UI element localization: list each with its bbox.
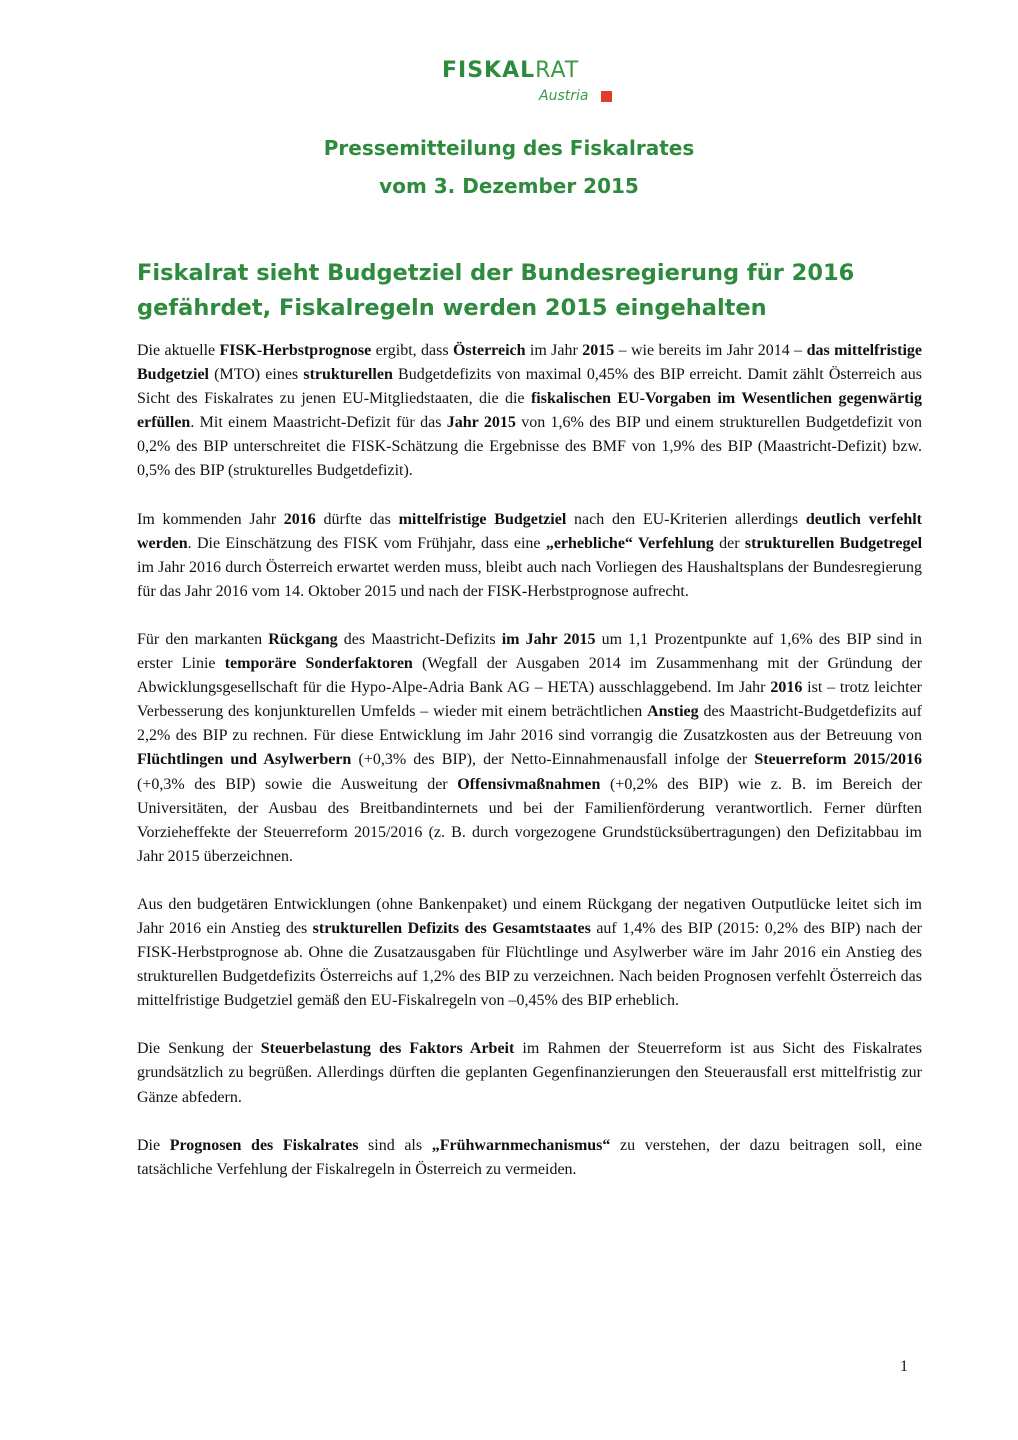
- body-text-run: Die: [137, 1136, 170, 1154]
- body-text-run: des Maastricht-Defizits: [337, 630, 502, 648]
- emphasis-text: Prognosen des Fiskalrates: [169, 1136, 359, 1154]
- body-text-run: (+0,3% des BIP), der Netto-Einnahmenausfall infolge der: [351, 751, 755, 769]
- emphasis-text: mittelfristige Budgetziel: [398, 510, 567, 528]
- paragraph: [137, 628, 922, 869]
- body-text-run: (+0,2% des BIP) wie z. B. im Bereich der Universitäten, der Ausbau des Breitbandinternets und bei der Familienförderung verantwortlich. Ferner dürften Vorzieheffekte der Steuerreform 2015/2016 (z. B. durch vorgezogene Grundstücksübertragungen) den Defizitabbau im Jahr 2015 überzeichnen.: [137, 775, 922, 865]
- emphasis-text: strukturellen Defizits des Gesamtstaates: [312, 919, 591, 937]
- logo-wordmark-bold: FISKAL: [442, 58, 536, 83]
- emphasis-text: 2015: [582, 342, 615, 359]
- emphasis-text: Flüchtlingen und Asylwerbern: [137, 751, 352, 769]
- body-text-run: nach den EU-Kriterien allerdings: [566, 510, 806, 528]
- emphasis-text: Rückgang: [268, 630, 338, 648]
- paragraph: [137, 508, 922, 604]
- logo-subtitle: Austria: [539, 88, 589, 104]
- body-text-run: . Die Einschätzung des FISK vom Frühjahr, dass eine: [187, 534, 546, 552]
- body-text-run: auf 1,4% des BIP (2015: 0,2% des BIP) nach der FISK-Herbstprognose ab. Ohne die Zusatzausgaben für Flüchtlinge und Asylwerber wäre im Jahr 2016 ein Anstieg des strukturellen Budgetdefizits Österreichs auf 1,2% des BIP zu verzeichnen. Nach beiden Prognosen verfehlt Österreich das mittelfristige Budgetziel gemäß den EU-Fiskalregeln von –0,45% des BIP erheblich.: [137, 919, 922, 1010]
- logo-square-icon: [601, 91, 612, 102]
- body-text: [137, 339, 922, 1206]
- press-release-line1: Pressemitteilung des Fiskalrates: [323, 136, 695, 160]
- body-text-run: der: [713, 534, 745, 552]
- body-text-run: sind als: [358, 1136, 432, 1154]
- logo-wordmark-light: RAT: [535, 58, 580, 83]
- emphasis-text: Anstieg: [647, 703, 699, 721]
- emphasis-text: Jahr 2015: [446, 414, 516, 432]
- headline-line1: Fiskalrat sieht Budgetziel der Bundesregierung für 2016: [137, 260, 855, 286]
- emphasis-text: im Jahr 2015: [501, 630, 596, 648]
- body-text-run: um 1,1 Prozentpunkte auf 1,6% des BIP sind in erster Linie: [137, 630, 923, 673]
- paragraph: [137, 339, 922, 484]
- press-release-title: [0, 129, 1018, 205]
- emphasis-text: „Frühwarnmechanismus“: [431, 1136, 611, 1154]
- emphasis-text: fiskalischen EU-Vorgaben im Wesentlichen gegenwärtig erfüllen: [137, 390, 922, 432]
- emphasis-text: Offensivmaßnahmen: [457, 775, 601, 793]
- body-text-run: . Mit einem Maastricht-Defizit für das: [190, 414, 447, 432]
- body-text-run: – wie bereits im Jahr 2014 –: [614, 342, 807, 359]
- body-text-run: (+0,3% des BIP) sowie die Ausweitung der: [137, 775, 458, 793]
- body-text-run: Im kommenden Jahr: [137, 510, 284, 528]
- emphasis-text: strukturellen: [303, 366, 393, 384]
- headline: [137, 256, 937, 326]
- emphasis-text: „erhebliche“ Verfehlung: [545, 534, 714, 552]
- body-text-run: Die Senkung der: [137, 1040, 261, 1058]
- body-text-run: Für den markanten: [137, 630, 269, 648]
- emphasis-text: Steuerbelastung des Faktors Arbeit: [260, 1040, 515, 1058]
- page-number: 1: [900, 1358, 908, 1375]
- emphasis-text: FISK-Herbstprognose: [219, 342, 372, 359]
- body-text-run: im Jahr: [525, 342, 583, 359]
- body-text-run: dürfte das: [315, 510, 399, 528]
- emphasis-text: strukturellen Budgetregel: [744, 534, 923, 552]
- body-text-run: ergibt, dass: [371, 342, 453, 359]
- paragraph: [137, 893, 922, 1013]
- logo-wordmark: [442, 58, 579, 83]
- body-text-run: im Rahmen der Steuerreform ist aus Sicht des Fiskalrates grundsätzlich zu begrüßen. Allerdings dürften die geplanten Gegenfinanzierungen den Steuerausfall erst mittelfristig zur Gänze abfedern.: [137, 1040, 923, 1106]
- body-text-run: Aus den budgetären Entwicklungen (ohne Bankenpaket) und einem Rückgang der negativen Outputlücke leitet sich im Jahr 2016 ein Anstieg des: [137, 895, 922, 937]
- headline-line2: gefährdet, Fiskalregeln werden 2015 eingehalten: [137, 295, 767, 321]
- body-text-run: zu verstehen, der dazu beitragen soll, eine tatsächliche Verfehlung der Fiskalregeln in Österreich zu vermeiden.: [137, 1136, 923, 1178]
- fiskalrat-logo: [442, 58, 622, 108]
- body-text-run: Budgetdefizits von maximal 0,45% des BIP erreicht. Damit zählt Österreich aus Sicht des Fiskalrates zu jenen EU-Mitgliedstaaten, die die: [137, 366, 923, 408]
- emphasis-text: 2016: [283, 510, 316, 528]
- emphasis-text: Steuerreform 2015/2016: [754, 751, 923, 769]
- body-text-run: von 1,6% des BIP und einem strukturellen Budgetdefizit von 0,2% des BIP unterschreitet die FISK-Schätzung die Ergebnisse des BMF von 1,9% des BIP (Maastricht-Defizit) bzw. 0,5% des BIP (strukturelles Budgetdefizit).: [137, 414, 922, 480]
- body-text-run: ist – trotz leichter Verbesserung des konjunkturellen Umfelds – wieder mit einem beträchtlichen: [137, 679, 923, 721]
- emphasis-text: 2016: [770, 679, 803, 697]
- body-text-run: (Wegfall der Ausgaben 2014 im Zusammenhang mit der Gründung der Abwicklungsgesellschaft für die Hypo-Alpe-Adria Bank AG – HETA) ausschlaggebend. Im Jahr: [137, 655, 923, 697]
- press-release-date: vom 3. Dezember 2015: [379, 174, 639, 198]
- paragraph: [137, 1134, 922, 1182]
- emphasis-text: das mittelfristige Budgetziel: [137, 342, 923, 384]
- body-text-run: im Jahr 2016 durch Österreich erwartet werden muss, bleibt auch nach Vorliegen des Haushaltsplans der Bundesregierung für das Jahr 2016 vom 14. Oktober 2015 und nach der FISK-Herbstprognose aufrecht.: [137, 558, 922, 600]
- paragraph: [137, 1037, 922, 1109]
- body-text-run: (MTO) eines: [209, 366, 304, 384]
- emphasis-text: deutlich verfehlt werden: [137, 510, 922, 552]
- body-text-run: des Maastricht-Budgetdefizits auf 2,2% des BIP zu rechnen. Für diese Entwicklung im Jahr 2016 sind vorrangig die Zusatzkosten aus der Betreuung von: [137, 703, 923, 745]
- emphasis-text: temporäre Sonderfaktoren: [224, 655, 413, 673]
- emphasis-text: Österreich: [452, 342, 526, 359]
- body-text-run: Die aktuelle: [137, 342, 220, 359]
